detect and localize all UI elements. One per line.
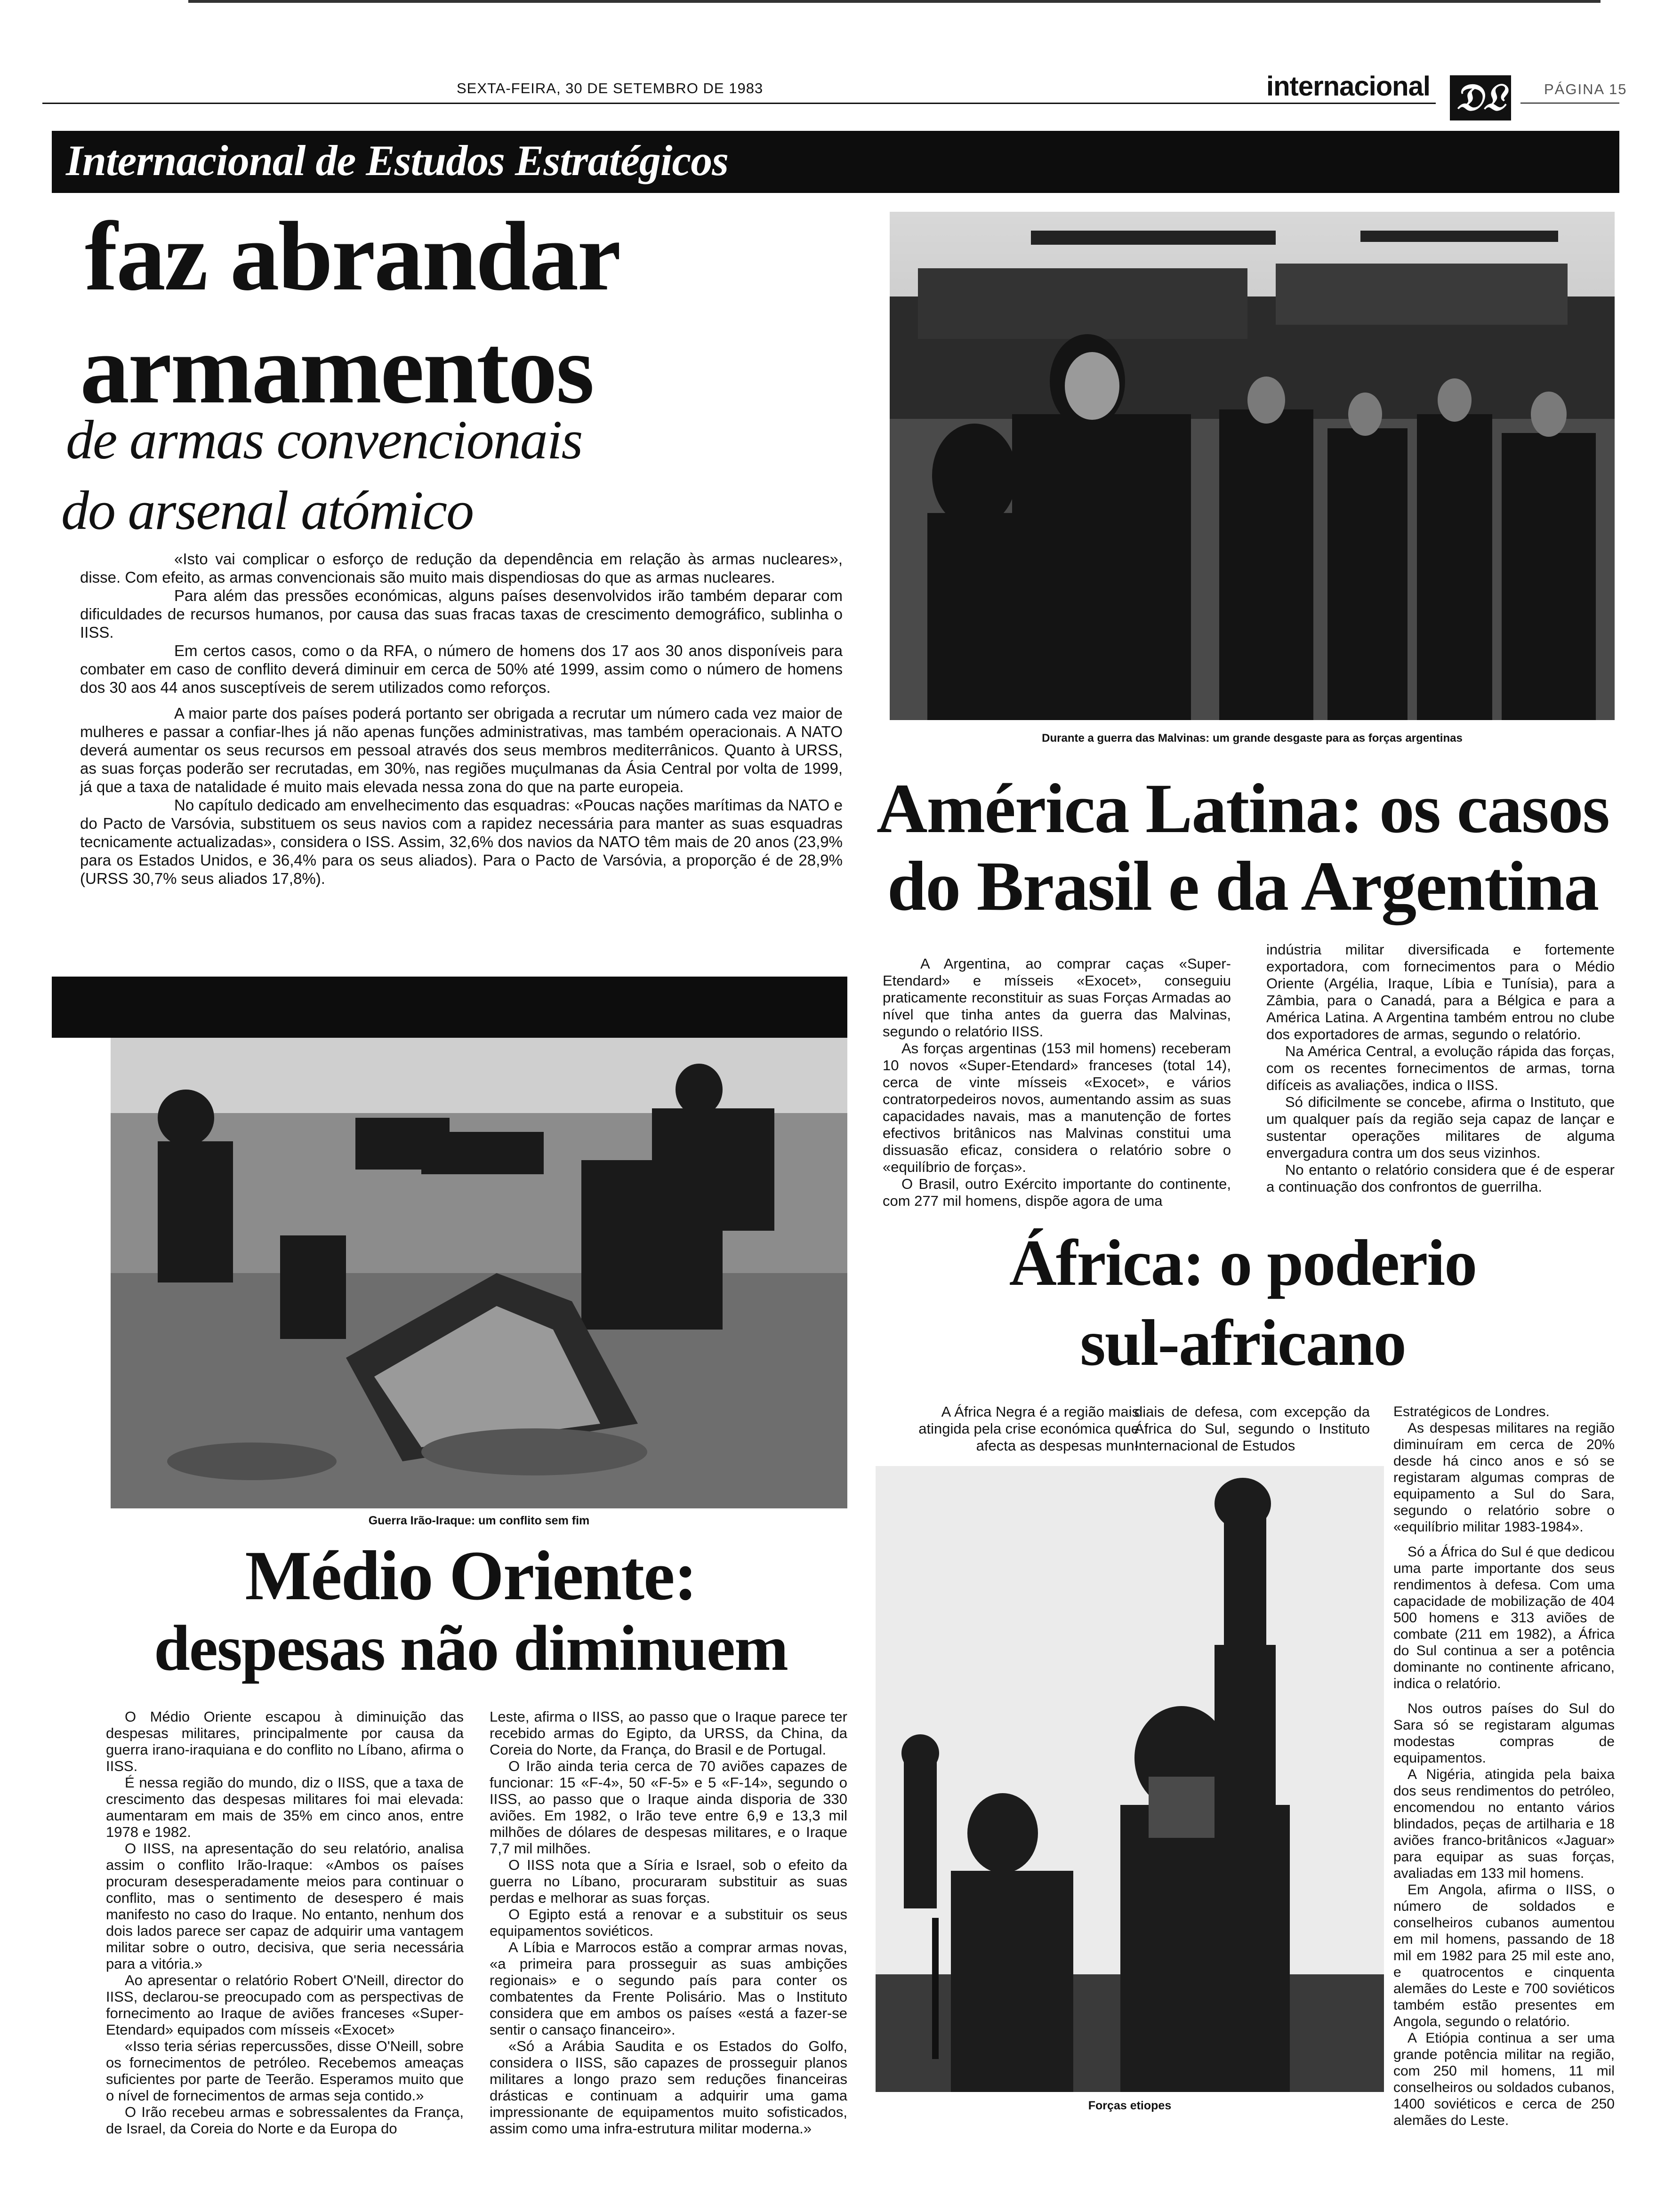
black-band xyxy=(52,977,847,1038)
mideast-paragraph: O IISS, na apresentação do seu relatório, analisa assim o conflito Irão-Iraque: «Ambos os países procuram desesperadamente meios para continuar o conflito, mas o sentimento de desespero é mais manifesto no caso do Iraque. No entanto, nenhum dos dois lados parece ser capaz de adquirir uma vantagem militar sobre o outro, decisiva, que seria necessária para a vitória.» xyxy=(106,1840,464,1972)
lead-headline-2: armamentos xyxy=(80,315,593,424)
latin-america-headline-1: América Latina: os casos xyxy=(877,769,1609,848)
lead-subhead-1: de armas convencionais xyxy=(66,409,582,471)
africa-paragraph: A Nigéria, atingida pela baixa dos seus rendimentos do petróleo, encomendou no entanto vários blindados, peças de artilharia e 18 aviões franco-britânicos «Jaguar» para equipar as suas forças, avaliadas em 133 mil homens. xyxy=(1393,1767,1615,1881)
lead-headline-1: faz abrandar xyxy=(85,202,620,311)
latin-america-col1 xyxy=(883,955,1231,1210)
lead-paragraph: No capítulo dedicado am envelhecimento das esquadras: «Poucas nações marítimas da NATO e do Pacto de Varsóvia, substituem os seus navios com a rapidez necessária para manter as suas esquadras tecnicamente actualizadas», considera o ISS. Assim, 32,6% dos navios da NATO têm mais de 20 anos (23,9% para os Estados Unidos, e 36,4% para os seus aliados). Para o Pacto de Varsóvia, a proporção é de 28,9% (URSS 30,7% seus aliados 17,8%). xyxy=(80,796,843,887)
latin-paragraph: indústria militar diversificada e fortemente exportadora, com fornecimentos para o Médio Oriente (Argélia, Iraque, Líbia e Tunísia), para a Zâmbia, para o Canadá, para a Bélgica e para a América Latina. A Argentina também entrou no clube dos exportadores de armas, segundo o relatório. xyxy=(1266,941,1615,1042)
mideast-paragraph: Ao apresentar o relatório Robert O'Neill, director do IISS, declarou-se preocupado com as perspectivas de fornecimento ao Iraque de aviões franceses «Super-Etendard» equipados com mísseis «Exocet» xyxy=(106,1972,464,2038)
photo-malvinas-image xyxy=(890,212,1615,720)
lead-paragraph: A maior parte dos países poderá portanto ser obrigada a recrutar um número cada vez maior de mulheres e passar a confiar-lhes já não apenas funções administrativas, mas também operacionais. A NATO deverá aumentar os seus recursos em pessoal através dos seus membros mediterrânicos. Quanto à URSS, as suas forças poderão ser recrutadas, em 30%, nas regiões muçulmanas da Ásia Central por volta de 1999, já que a taxa de natalidade é muito mais elevada nessa zona do que na parte europeia. xyxy=(80,705,843,795)
latin-paragraph: A Argentina, ao comprar caças «Super-Etendard» e mísseis «Exocet», conseguiu praticamente reconstituir as suas Forças Armadas ao nível que tinha antes da guerra das Malvinas, segundo o relatório IISS. xyxy=(883,955,1231,1040)
mideast-paragraph: O Médio Oriente escapou à diminuição das despesas militares, principalmente por causa da guerra irano-iraquiana e do conflito no Líbano, afirma o IISS. xyxy=(106,1708,464,1774)
latin-america-col2 xyxy=(1266,941,1615,1195)
latin-paragraph: No entanto o relatório considera que é de esperar a continuação dos confrontos de guerrilha. xyxy=(1266,1162,1615,1195)
top-border xyxy=(188,0,1601,3)
latin-america-headline-2: do Brasil e da Argentina xyxy=(887,847,1599,925)
africa-paragraph: As despesas militares na região diminuíram em cerca de 20% desde há cinco anos e só se registaram algumas compras de equipamento a Sul do Sara, segundo o relatório sobre o «equilíbrio militar 1983-1984». xyxy=(1393,1420,1615,1535)
middle-east-col2 xyxy=(490,1708,847,2137)
lead-paragraph: «Isto vai complicar o esforço de redução da dependência em relação às armas nucleares», disse. Com efeito, as armas convencionais são muito mais dispendiosas do que as armas nucleares. xyxy=(80,550,843,586)
africa-headline-2: sul-africano xyxy=(1080,1306,1406,1379)
africa-paragraph: Em Angola, afirma o IISS, o número de soldados e conselheiros cubanos aumentou em mil homens, passando de 18 mil em 1982 para 25 mil este ano, e quatrocentos e cinquenta alemães do Leste e 700 soviéticos também estão presentes em Angola, segundo o relatório. xyxy=(1393,1882,1615,2029)
latin-paragraph: As forças argentinas (153 mil homens) receberam 10 novos «Super-Etendard» franceses (total 14), cerca de vinte mísseis «Exocet», e vários contratorpedeiros novos, aumentando assim as suas capacidades navais, mas a manutenção de fortes efectivos britânicos nas Malvinas constitui uma dissuasão eficaz, considera o relatório sobre o «equilíbrio de forças». xyxy=(883,1040,1231,1175)
middle-east-headline-2: despesas não diminuem xyxy=(154,1612,788,1684)
middle-east-headline-1: Médio Oriente: xyxy=(245,1537,697,1615)
africa-col2 xyxy=(1134,1403,1370,1454)
photo-iran-iraq-image xyxy=(111,1038,847,1508)
africa-paragraph: Só a África do Sul é que dedicou uma parte importante dos seus rendimentos à defesa. Com uma capacidade de mobilização de 404 500 homens e 313 aviões de combate (211 em 1982), a África do Sul continua a ser a potência dominante no continente africano, indica o relatório. xyxy=(1393,1544,1615,1691)
mideast-paragraph: O IISS nota que a Síria e Israel, sob o efeito da guerra no Líbano, procuraram substituir as suas perdas e melhorar as suas forças. xyxy=(490,1857,847,1906)
lead-paragraph: Para além das pressões económicas, alguns países desenvolvidos irão também deparar com dificuldades de recursos humanos, por causa das suas fracas taxas de crescimento demográfico, sublinha o IISS. xyxy=(80,587,843,641)
africa-paragraph: Nos outros países do Sul do Sara só se registaram algumas modestas compras de equipamentos. xyxy=(1393,1701,1615,1766)
mideast-paragraph: «Só a Arábia Saudita e os Estados do Golfo, considera o IISS, são capazes de prosseguir planos militares a longo prazo sem reduções financeiras drásticas e continuam a adquirir uma gama impressionante de equipamentos muito sofisticados, assim como uma infra-estrutura militar moderna.» xyxy=(490,2038,847,2137)
photo-malvinas-caption: Durante a guerra das Malvinas: um grande desgaste para as forças argentinas xyxy=(1042,732,1463,745)
photo-ethiopian-forces-image xyxy=(876,1466,1384,2092)
middle-east-col1 xyxy=(106,1708,464,2137)
lead-subhead-2: do arsenal atómico xyxy=(61,480,474,541)
africa-col1 xyxy=(876,1403,1139,1454)
mideast-paragraph: O Irão ainda teria cerca de 70 aviões capazes de funcionar: 15 «F-4», 50 «F-5» e 5 «F-14», segundo o IISS, ao passo que o Iraque ainda disporia de 330 aviões. Em 1982, o Irão teve entre 6,9 e 13,3 mil milhões de dólares de despesas militares, e o Iraque 7,7 mil milhões. xyxy=(490,1758,847,1857)
mideast-paragraph: A Líbia e Marrocos estão a comprar armas novas, «a primeira para prosseguir as suas ambições regionais» e o segundo país para conter os combatentes da Frente Polisário. Mas o Instituto considera que em ambos os países «está a fazer-se sentir o cansaço financeiro». xyxy=(490,1939,847,2038)
lead-body xyxy=(80,550,843,888)
africa-paragraph: A Etiópia continua a ser uma grande potência militar na região, com 250 mil homens, 11 mil conselheiros ou soldados cubanos, 1400 soviéticos e cerca de 250 alemães do Leste. xyxy=(1393,2030,1615,2128)
page-number: PÁGINA 15 xyxy=(1544,81,1627,97)
photo-iran-iraq xyxy=(111,1038,847,1508)
mideast-paragraph: «Isso teria sérias repercussões, disse O'Neill, sobre os fornecimentos de petróleo. Recebemos ameaças suficientes por parte de Teerão. Esperamos muito que o nível de fornecimentos de armas seja contido.» xyxy=(106,2038,464,2104)
section-title: internacional xyxy=(1266,71,1430,102)
header-rule xyxy=(42,103,1436,104)
photo-iran-iraq-caption: Guerra Irão-Iraque: um conflito sem fim xyxy=(368,1514,590,1527)
photo-ethiopian-forces xyxy=(876,1466,1384,2092)
africa-paragraph: diais de defesa, com excepção da África do Sul, segundo o Instituto Internacional de Estudos xyxy=(1134,1403,1370,1454)
newspaper-logo-icon: 𝔇𝔏 xyxy=(1450,75,1511,120)
banner-kicker xyxy=(52,131,1619,193)
latin-paragraph: O Brasil, outro Exército importante do continente, com 277 mil homens, dispõe agora de uma xyxy=(883,1176,1231,1209)
africa-paragraph: A África Negra é a região mais atingida pela crise económica que afecta as despesas mun- xyxy=(918,1403,1139,1454)
banner-kicker-text: Internacional de Estudos Estratégicos xyxy=(66,136,729,184)
mideast-paragraph: Leste, afirma o IISS, ao passo que o Iraque parece ter recebido armas do Egipto, da URSS, da China, da Coreia do Norte, da França, do Brasil e de Portugal. xyxy=(490,1708,847,1758)
photo-ethiopian-forces-caption: Forças etiopes xyxy=(1088,2099,1172,2112)
africa-col3 xyxy=(1393,1403,1615,2129)
mideast-paragraph: O Egipto está a renovar e a substituir os seus equipamentos soviéticos. xyxy=(490,1906,847,1939)
africa-paragraph: Estratégicos de Londres. xyxy=(1393,1404,1550,1419)
header-rule-right xyxy=(1520,103,1619,104)
mideast-paragraph: O Irão recebeu armas e sobressalentes da França, de Israel, da Coreia do Norte e da Europa do xyxy=(106,2104,464,2137)
header-dateline: SEXTA-FEIRA, 30 DE SETEMBRO DE 1983 xyxy=(457,80,764,96)
africa-headline-1: África: o poderio xyxy=(1009,1226,1477,1299)
lead-paragraph: Em certos casos, como o da RFA, o número de homens dos 17 aos 30 anos disponíveis para combater em caso de conflito deverá diminuir em cerca de 50% até 1999, assim como o número de homens dos 30 aos 44 anos susceptíveis de serem utilizados como reforços. xyxy=(80,642,843,696)
latin-paragraph: Só dificilmente se concebe, afirma o Instituto, que um qualquer país da região seja capaz de lançar e sustentar operações militares de alguma envergadura contra um dos seus vizinhos. xyxy=(1266,1094,1615,1161)
photo-malvinas xyxy=(890,212,1615,720)
mideast-paragraph: É nessa região do mundo, diz o IISS, que a taxa de crescimento das despesas militares foi mai elevada: aumentaram em mais de 35% em cinco anos, entre 1978 e 1982. xyxy=(106,1774,464,1840)
latin-paragraph: Na América Central, a evolução rápida das forças, com os recentes fornecimentos de armas, torna difíceis as avaliações, indica o IISS. xyxy=(1266,1043,1615,1093)
